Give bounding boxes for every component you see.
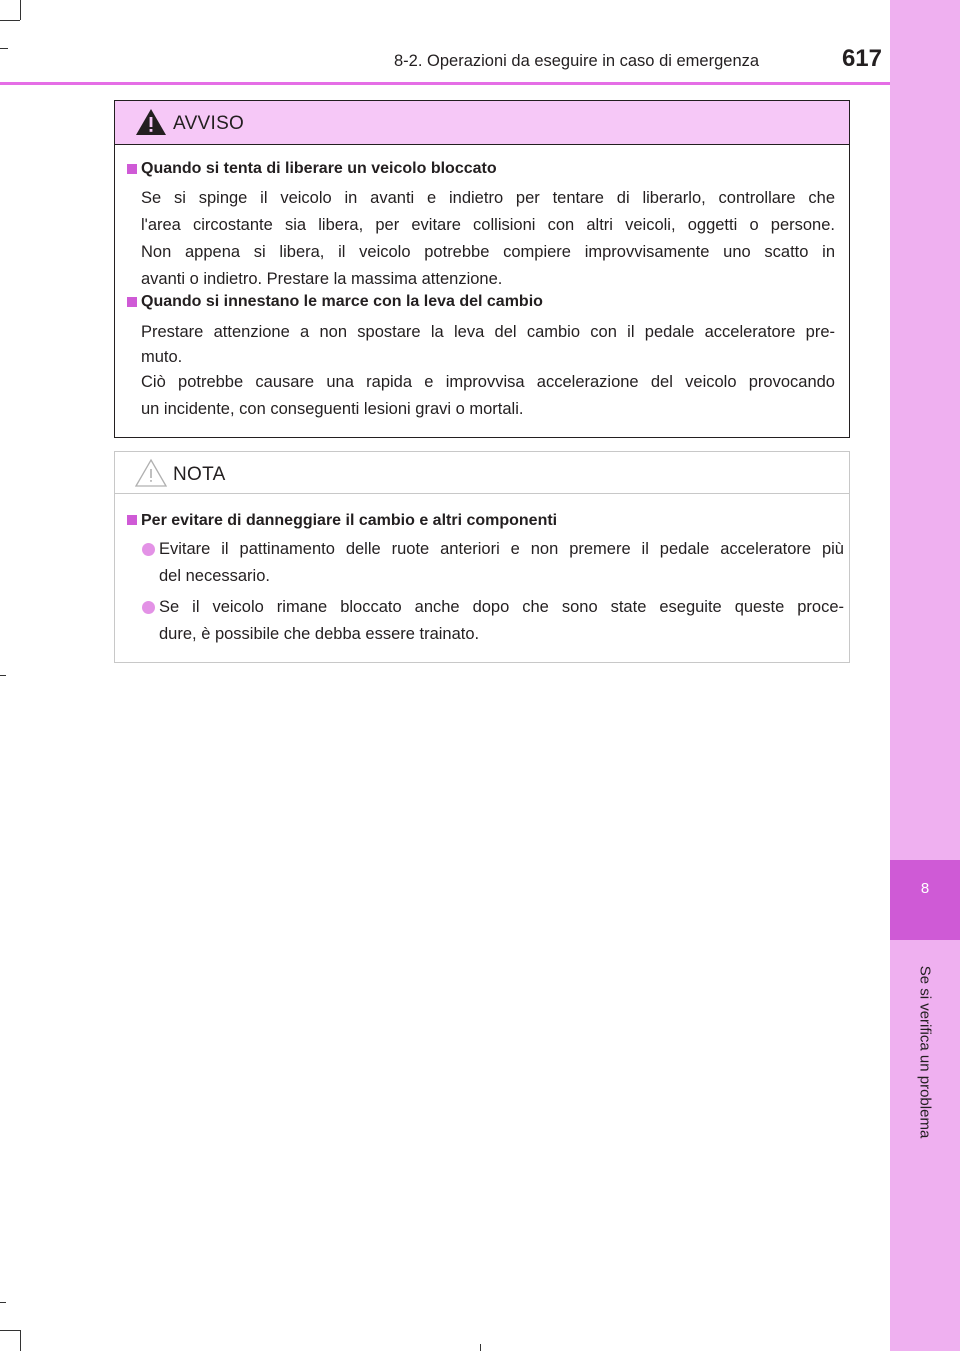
crop-mark [20,0,21,20]
warning-section-body [141,185,835,293]
body-line: del necessario. [159,567,270,585]
chapter-title: Se si verifica un problema [916,965,934,1139]
body-line: l'area circostante sia libera, per evitare collisioni con altri veicoli, oggetti o persone. [141,216,835,234]
page-number: 617 [841,45,882,72]
body-line: Evitare il pattinamento delle ruote anteriori e non premere il pedale acceleratore più [159,540,844,558]
caution-triangle-icon [135,458,167,488]
note-section-title: Per evitare di danneggiare il cambio e altri componenti [141,512,558,529]
section-bullet [127,164,137,174]
body-line: dure, è possibile che debba essere trainato. [159,625,480,643]
crop-mark [0,1330,20,1331]
warning-label: AVVISO [173,113,245,134]
crop-mark [20,1330,21,1351]
warning-section-body [141,319,835,423]
crop-mark [0,1302,6,1303]
warning-section-title: Quando si innestano le marce con la leva del cambio [141,293,543,310]
body-line: Se il veicolo rimane bloccato anche dopo che sono state eseguite queste proce- [159,598,844,616]
section-bullet [127,515,137,525]
crop-mark [480,1344,481,1351]
chapter-number: 8 [920,880,930,897]
crop-mark [0,20,20,21]
note-label: NOTA [173,464,226,485]
warning-header [115,101,849,145]
body-line: Se si spinge il veicolo in avanti e indietro per tentare di liberarlo, controllare che [141,189,835,207]
bullet-dot [142,543,155,556]
warning-section-title: Quando si tenta di liberare un veicolo bloccato [141,160,497,177]
crop-mark [0,675,6,676]
crop-mark [0,48,8,49]
body-line: avanti o indietro. Prestare la massima attenzione. [141,270,503,288]
body-line: Prestare attenzione a non spostare la leva del cambio con il pedale acceleratore pre- [141,323,835,341]
header-rule [0,82,890,85]
body-line: Non appena si libera, il veicolo potrebbe compiere improvvisamente uno scatto in [141,243,835,261]
chapter-tab [890,0,960,1351]
note-header [115,452,849,494]
bullet-dot [142,601,155,614]
warning-triangle-icon [135,107,167,137]
body-line: Ciò potrebbe causare una rapida e improvvisa accelerazione del veicolo provocando [141,373,835,391]
note-box [114,451,850,663]
note-bullet-text [159,536,844,590]
body-line: un incidente, con conseguenti lesioni gravi o mortali. [141,400,524,418]
note-bullet-text [159,594,844,648]
section-title: 8-2. Operazioni da eseguire in caso di emergenza [394,52,760,70]
warning-box [114,100,850,438]
chapter-number-box [890,860,960,940]
body-line: muto. [141,348,183,366]
section-bullet [127,297,137,307]
